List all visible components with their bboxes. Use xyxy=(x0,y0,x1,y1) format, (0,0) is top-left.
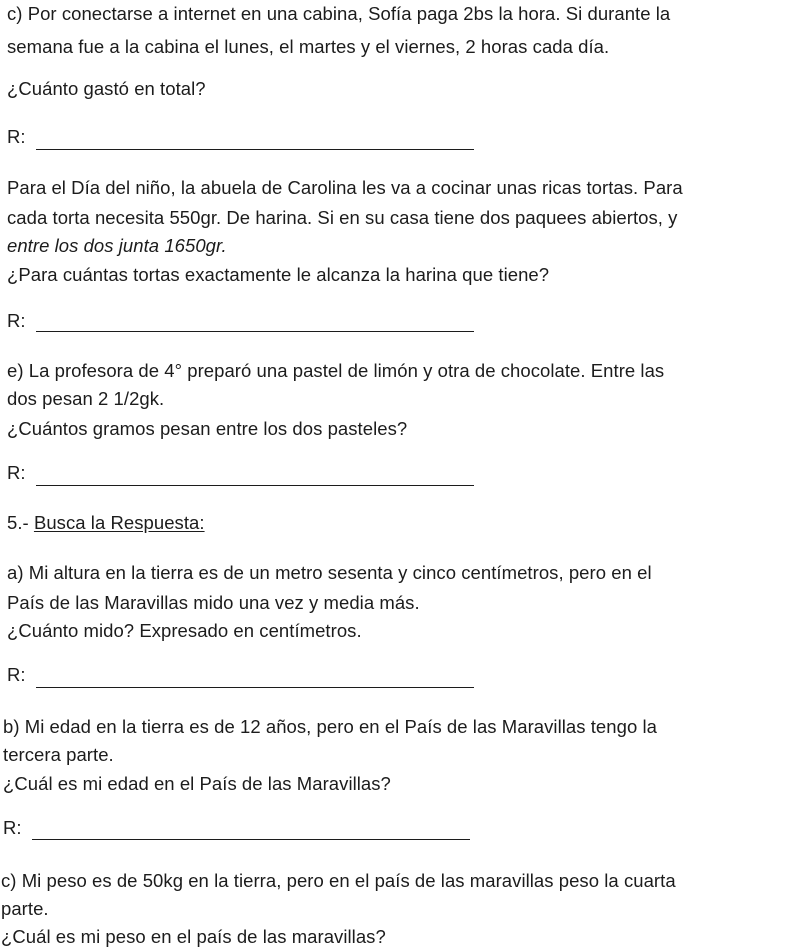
problem-c-answer-label: R: xyxy=(7,126,26,147)
problem-c-line-1: c) Por conectarse a internet en una cabina, Sofía paga 2bs la hora. Si durante la xyxy=(7,3,671,24)
problem-5a-question: ¿Cuánto mido? Expresado en centímetros. xyxy=(7,620,362,641)
problem-5b-answer-label: R: xyxy=(3,817,22,838)
problem-5a-answer-line[interactable] xyxy=(36,687,474,688)
problem-5a-line-2: País de las Maravillas mido una vez y media más. xyxy=(7,592,420,613)
problem-5c-line-2: parte. xyxy=(1,898,49,919)
section-5-title: Busca la Respuesta: xyxy=(33,512,205,533)
problem-e-question: ¿Cuántos gramos pesan entre los dos pasteles? xyxy=(7,418,408,439)
problem-c-answer-line[interactable] xyxy=(36,149,474,150)
problem-5b-answer-line[interactable] xyxy=(32,839,470,840)
problem-5c-question: ¿Cuál es mi peso en el país de las maravillas? xyxy=(1,926,386,947)
problem-5b-line-1: b) Mi edad en la tierra es de 12 años, pero en el País de las Maravillas tengo la xyxy=(3,716,657,737)
problem-e-answer-line[interactable] xyxy=(36,485,474,486)
problem-e-line-2: dos pesan 2 1/2gk. xyxy=(7,388,165,409)
section-5-heading xyxy=(7,512,205,534)
problem-cake-question: ¿Para cuántas tortas exactamente le alcanza la harina que tiene? xyxy=(7,264,550,285)
problem-5b-line-2: tercera parte. xyxy=(3,744,114,765)
section-5-number: 5.- xyxy=(7,512,34,533)
problem-cake-line-2: cada torta necesita 550gr. De harina. Si en su casa tiene dos paquees abiertos, y xyxy=(7,207,678,228)
problem-cake-answer-label: R: xyxy=(7,310,26,331)
problem-c-line-2: semana fue a la cabina el lunes, el martes y el viernes, 2 horas cada día. xyxy=(7,36,610,57)
problem-5a-line-1: a) Mi altura en la tierra es de un metro sesenta y cinco centímetros, pero en el xyxy=(7,562,652,583)
problem-c-question: ¿Cuánto gastó en total? xyxy=(7,78,206,99)
problem-cake-line-1: Para el Día del niño, la abuela de Carolina les va a cocinar unas ricas tortas. Para xyxy=(7,177,683,198)
problem-e-line-1: e) La profesora de 4° preparó una pastel de limón y otra de chocolate. Entre las xyxy=(7,360,665,381)
problem-cake-answer-line[interactable] xyxy=(36,331,474,332)
problem-e-answer-label: R: xyxy=(7,462,26,483)
problem-5b-question: ¿Cuál es mi edad en el País de las Maravillas? xyxy=(3,773,391,794)
problem-5a-answer-label: R: xyxy=(7,664,26,685)
problem-5c-line-1: c) Mi peso es de 50kg en la tierra, pero en el país de las maravillas peso la cuarta xyxy=(1,870,676,891)
problem-cake-line-3: entre los dos junta 1650gr. xyxy=(7,235,227,256)
